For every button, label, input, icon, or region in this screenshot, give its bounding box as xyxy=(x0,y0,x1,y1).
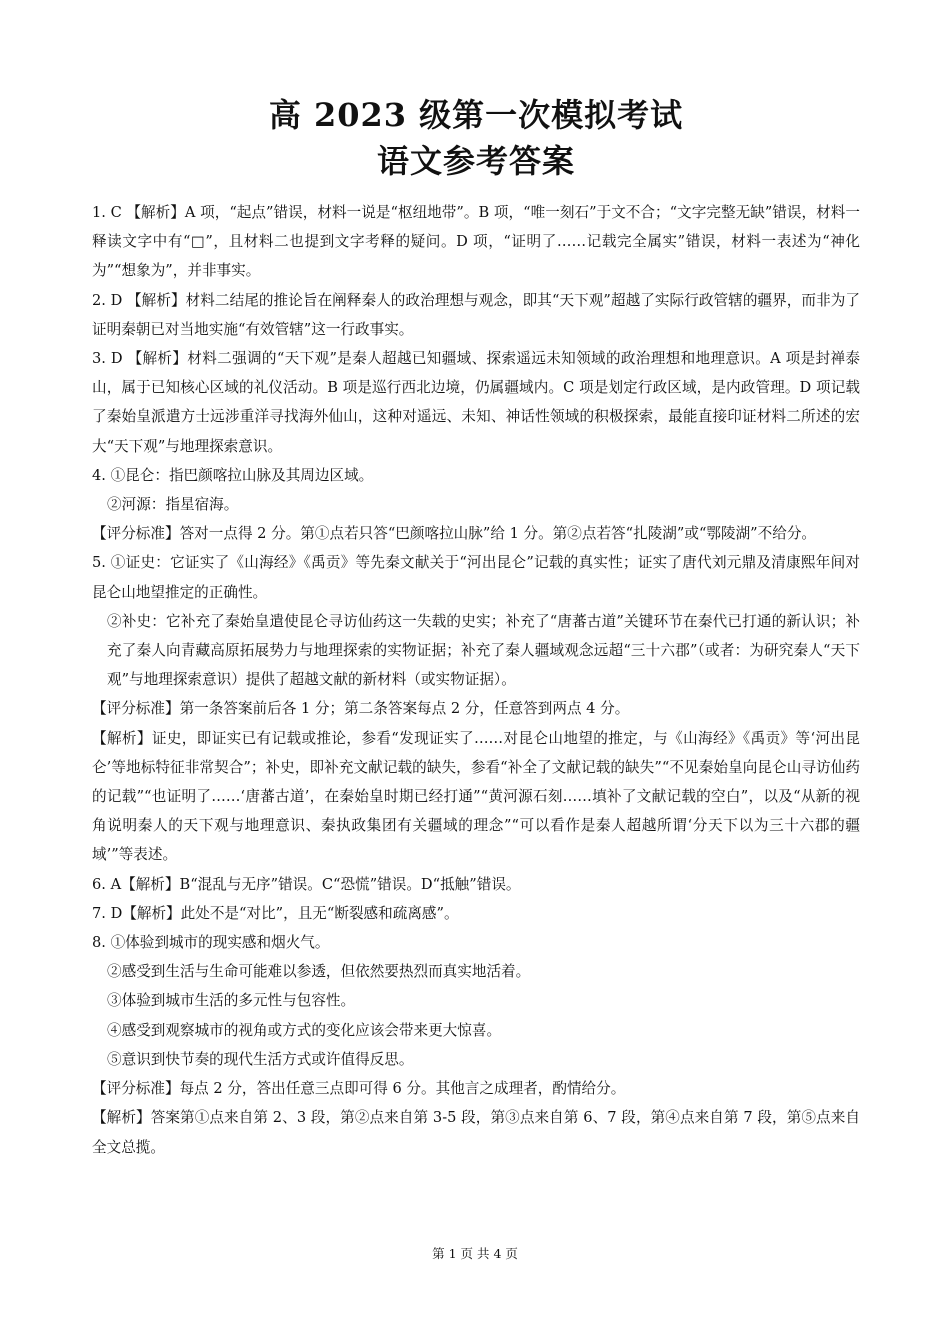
answer-paragraph: ②补史：它补充了秦始皇遣使昆仑寻访仙药这一失载的史实；补充了“唐蕃古道”关键环节在秦代已打通的新认识；补充了秦人向青藏高原拓展势力与地理探索的实物证据；补充了秦人疆域观念远超“三十六郡”（或者：为研究秦人“天下观”与地理探索意识）提供了超越文献的新材料（或实物证据）。 xyxy=(107,612,860,689)
answer-paragraph: ⑤意识到快节奏的现代生活方式或许值得反思。 xyxy=(107,1050,414,1068)
answer-paragraph: 【解析】证史，即证实已有记载或推论，参看“发现证实了……对昆仑山地望的推定，与《山海经》《禹贡》等‘河出昆仑’等地标特征非常契合”；补史，即补充文献记载的缺失，参看“补全了文献记载的缺失”“不见秦始皇向昆仑山寻访仙药的记载”“也证明了……‘唐蕃古道’，在秦始皇时期已经打通”“黄河源石刻……填补了文献记载的空白”，以及“从新的视角说明秦人的天下观与地理意识、秦执政集团有关疆域的理念”“可以看作是秦人超越所谓‘分天下以为三十六郡的疆域’”等表述。 xyxy=(92,729,860,864)
answer-paragraph: 【解析】答案第①点来自第 2、3 段，第②点来自第 3-5 段，第③点来自第 6、7 段，第④点来自第 7 段，第⑤点来自全文总揽。 xyxy=(92,1109,860,1156)
answer-paragraph: 1. C 【解析】A 项，“起点”错误，材料一说是“枢纽地带”。B 项，“唯一刻石”于文不合；“文字完整无缺”错误，材料一释读文字中有“□”，且材料二也提到文字考释的疑问。D 项，“证明了……记载完全属实”错误，材料一表述为“神化为”“想象为”，并非事实。 xyxy=(92,204,860,280)
answer-paragraph: ②河源：指星宿海。 xyxy=(107,496,239,514)
answer-key-title: 语文参考答案 xyxy=(376,142,575,180)
answer-paragraph: ④感受到观察城市的视角或方式的变化应该会带来更大惊喜。 xyxy=(107,1021,502,1039)
answer-paragraph: 8. ①体验到城市的现实感和烟火气。 xyxy=(92,934,330,952)
answer-paragraph: 3. D 【解析】材料二强调的“天下观”是秦人超越已知疆域、探索遥远未知领域的政治理想和地理意识。A 项是封禅泰山，属于已知核心区域的礼仪活动。B 项是巡行西北边境，仍属疆域内。C 项是划定行政区域，是内政管理。D 项记载了秦始皇派遣方士远涉重洋寻找海外仙山，这种对遥远、未知、神话性领域的积极探索，最能直接印证材料二所述的宏大“天下观”与地理探索意识。 xyxy=(92,350,860,455)
answer-paragraph: 2. D 【解析】材料二结尾的推论旨在阐释秦人的政治理想与观念，即其“天下观”超越了实际行政管辖的疆界，而非为了证明秦朝已对当地实施“有效管辖”这一行政事实。 xyxy=(92,291,860,338)
answer-paragraph: 4. ①昆仑：指巴颜喀拉山脉及其周边区域。 xyxy=(92,466,374,484)
answer-body xyxy=(92,198,860,1162)
answer-paragraph: ②感受到生活与生命可能难以参透，但依然要热烈而真实地活着。 xyxy=(107,963,531,981)
answer-paragraph: 7. D【解析】此处不是“对比”，且无“断裂感和疏离感”。 xyxy=(92,904,459,922)
answer-paragraph: 6. A【解析】B“混乱与无序”错误。C“恐慌”错误。D“抵触”错误。 xyxy=(92,875,521,893)
exam-title: 高 2023 级第一次模拟考试 xyxy=(268,96,684,134)
answer-paragraph: ③体验到城市生活的多元性与包容性。 xyxy=(107,992,356,1010)
answer-paragraph: 5. ①证史：它证实了《山海经》《禹贡》等先秦文献关于“河出昆仑”记载的真实性；证实了唐代刘元鼎及清康熙年间对昆仑山地望推定的正确性。 xyxy=(92,554,860,601)
answer-paragraph: 【评分标准】答对一点得 2 分。第①点若只答“巴颜喀拉山脉”给 1 分。第②点若答“扎陵湖”或“鄂陵湖”不给分。 xyxy=(92,525,817,543)
answer-paragraph: 【评分标准】第一条答案前后各 1 分；第二条答案每点 2 分，任意答到两点 4 分。 xyxy=(92,700,630,718)
page-number: 第 1 页 共 4 页 xyxy=(432,1246,518,1261)
answer-paragraph: 【评分标准】每点 2 分，答出任意三点即可得 6 分。其他言之成理者，酌情给分。 xyxy=(92,1080,626,1098)
answer-sheet-page xyxy=(92,92,860,1162)
